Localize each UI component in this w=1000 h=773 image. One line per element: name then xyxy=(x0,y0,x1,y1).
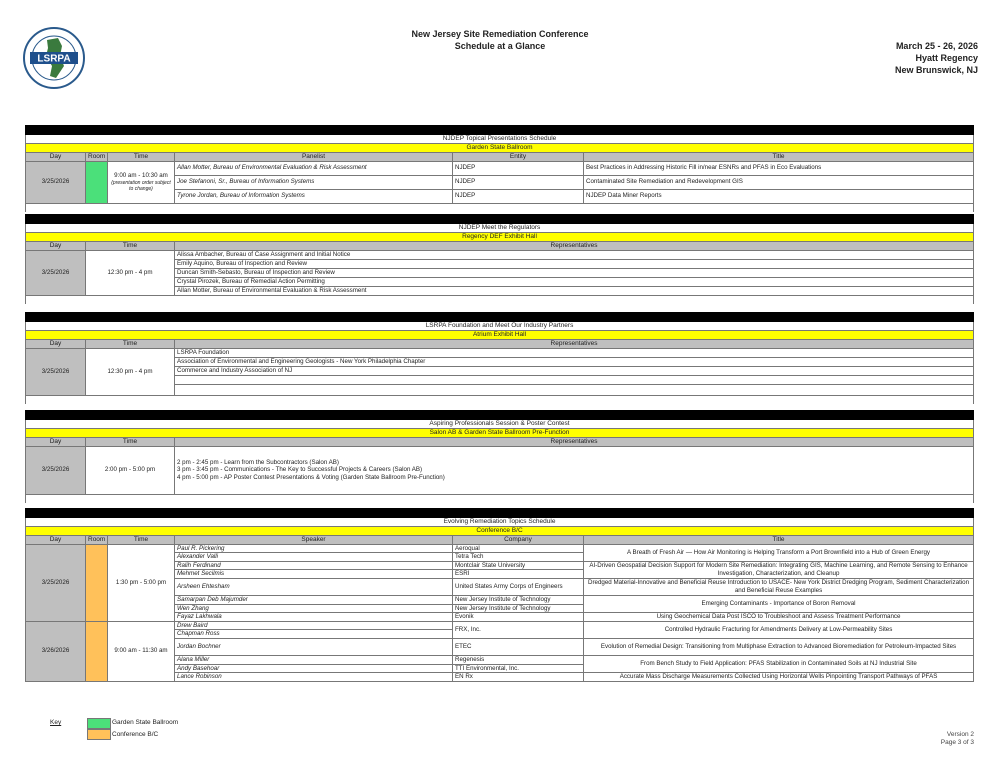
time-cell: 9:00 am - 11:30 am xyxy=(108,621,175,681)
talk-title: Using Geochemical Data Post ISCO to Troubleshoot and Assess Treatment Performance xyxy=(584,613,974,622)
talk-title: AI-Driven Geospatial Decision Support for Modern Site Remediation: Integrating GIS, Machine Learning, and Remote Sensing to Enhance Investigation, Characterization, and Cleanup xyxy=(584,561,974,578)
talk-title: Evolution of Remedial Design: Transitioning from Multiphase Extraction to Advanced Bioremediation for Petroleum-Impacted Sites xyxy=(584,638,974,655)
representative-empty xyxy=(175,384,974,395)
company: TTI Environmental, Inc. xyxy=(453,664,584,673)
company: ESRI xyxy=(453,570,584,579)
company: Regenesis xyxy=(453,655,584,664)
page-subtitle: Schedule at a Glance xyxy=(454,41,546,51)
col-header: Representatives xyxy=(175,438,974,447)
room-color-cell xyxy=(86,161,108,203)
panelist: Joe Stefanoni, Sr., Bureau of Information Systems xyxy=(175,175,453,189)
event-venue: Hyatt Regency xyxy=(915,53,978,63)
talk-title: Contaminated Site Remediation and Redevelopment GIS xyxy=(584,175,974,189)
page-number: Page 3 of 3 xyxy=(940,739,974,746)
time-cell: 12:30 pm - 4 pm xyxy=(86,348,175,395)
col-header: Title xyxy=(584,153,974,162)
col-header: Day xyxy=(26,536,86,545)
speaker: Paul R. Pickering xyxy=(175,544,453,553)
col-header: Day xyxy=(26,153,86,162)
room-color-cell xyxy=(86,544,108,621)
event-city: New Brunswick, NJ xyxy=(894,65,978,75)
section-room: Regency DEF Exhibit Hall xyxy=(26,233,974,242)
col-header: Speaker xyxy=(175,536,453,545)
key-orange-label: Conference B/C xyxy=(112,731,159,738)
company: FRX, Inc. xyxy=(453,621,584,638)
day-cell: 3/25/2026 xyxy=(26,446,86,494)
speaker: Andy Basehoar xyxy=(175,664,453,673)
section-title: LSRPA Foundation and Meet Our Industry Partners xyxy=(26,322,974,331)
panelist: Allan Motter, Bureau of Environmental Evaluation & Risk Assessment xyxy=(175,161,453,175)
event-dates: March 25 - 26, 2026 xyxy=(895,41,978,51)
speaker: Alana Miller xyxy=(175,655,453,664)
day-cell: 3/25/2026 xyxy=(26,161,86,203)
section-room: Salon AB & Garden State Ballroom Pre-Function xyxy=(26,429,974,438)
company: ETEC xyxy=(453,638,584,655)
speaker: Drew Baird xyxy=(175,621,453,630)
company: New Jersey Institute of Technology xyxy=(453,595,584,604)
version-label: Version 2 xyxy=(946,731,974,738)
speaker: Ralih Ferdinand xyxy=(175,561,453,570)
representative: Allan Motter, Bureau of Environmental Evaluation & Risk Assessment xyxy=(175,286,974,295)
section-title: NJDEP Meet the Regulators xyxy=(26,224,974,233)
speaker: Wen Zhang xyxy=(175,604,453,613)
room-color-cell xyxy=(86,621,108,681)
time-cell: 12:30 pm - 4 pm xyxy=(86,250,175,295)
col-header: Time xyxy=(86,340,175,349)
representative: Duncan Smith-Sebasto, Bureau of Inspection and Review xyxy=(175,268,974,277)
section-room: Garden State Ballroom xyxy=(26,144,974,153)
speaker: Alexander Valli xyxy=(175,553,453,562)
time-cell: 9:00 am - 10:30 am (presentation order subject to change) xyxy=(108,161,175,203)
representative xyxy=(175,375,974,384)
session-item: 2 pm - 2:45 pm - Learn from the Subcontractors (Salon AB) xyxy=(177,458,339,466)
talk-title: Emerging Contaminants - Importance of Boron Removal xyxy=(584,595,974,612)
talk-title: From Bench Study to Field Application: PFAS Stabilization in Contaminated Soils at NJ Industrial Site xyxy=(584,655,974,672)
key-green-label: Garden State Ballroom xyxy=(112,719,179,726)
time-cell: 2:00 pm - 5:00 pm xyxy=(86,446,175,494)
section-room: Conference B/C xyxy=(26,527,974,536)
speaker: Arsheen Ehtesham xyxy=(175,578,453,595)
company: Aeroqual xyxy=(453,544,584,553)
representative: LSRPA Foundation xyxy=(175,348,974,357)
representative: Association of Environmental and Engineering Geologists - New York Philadelphia Chapter xyxy=(175,357,974,366)
key-label: Key xyxy=(50,719,62,726)
speaker: Mehmet Secilmis xyxy=(175,570,453,579)
section-evolving-topics xyxy=(25,508,973,682)
day-cell: 3/26/2026 xyxy=(26,621,86,681)
section-industry-partners xyxy=(25,312,973,404)
col-header: Entity xyxy=(453,153,584,162)
key-swatch-orange xyxy=(87,729,111,740)
col-header: Time xyxy=(108,536,175,545)
representative: Crystal Pirozek, Bureau of Remedial Action Permitting xyxy=(175,277,974,286)
session-item: 4 pm - 5:00 pm - AP Poster Contest Presentations & Voting (Garden State Ballroom Pre-Function) xyxy=(177,473,445,481)
col-header: Time xyxy=(108,153,175,162)
section-meet-regulators xyxy=(25,214,973,304)
section-title: NJDEP Topical Presentations Schedule xyxy=(26,135,974,144)
col-header: Time xyxy=(86,438,175,447)
company: Tetra Tech xyxy=(453,553,584,562)
talk-title: Accurate Mass Discharge Measurements Collected Using Horizontal Wells Pinpointing Transport Pathways of PFAS xyxy=(584,673,974,682)
section-title: Evolving Remediation Topics Schedule xyxy=(26,518,974,527)
company: EN Rx xyxy=(453,673,584,682)
col-header: Representatives xyxy=(175,242,974,251)
col-header: Day xyxy=(26,340,86,349)
speaker: Jordan Bochner xyxy=(175,638,453,655)
col-header: Room xyxy=(86,153,108,162)
section-title: Aspiring Professionals Session & Poster Contest xyxy=(26,420,974,429)
col-header: Day xyxy=(26,438,86,447)
key-swatch-green xyxy=(87,718,111,729)
talk-title: Controlled Hydraulic Fracturing for Amendments Delivery at Low-Permeability Sites xyxy=(584,621,974,638)
company: United States Army Corps of Engineers xyxy=(453,578,584,595)
talk-title: Dredged Material-Innovative and Beneficial Reuse Introduction to USACE- New York District Dredging Program, Sediment Characterization and Beneficial Reuse Examples xyxy=(584,578,974,595)
col-header: Company xyxy=(453,536,584,545)
speaker: Lance Robinson xyxy=(175,673,453,682)
panelist: Tyrone Jordan, Bureau of Information Systems xyxy=(175,189,453,203)
company: Evonik xyxy=(453,613,584,622)
section-aspiring-professionals xyxy=(25,410,973,503)
representative: Alissa Ambacher, Bureau of Case Assignment and Initial Notice xyxy=(175,250,974,259)
day-cell: 3/25/2026 xyxy=(26,544,86,621)
entity: NJDEP xyxy=(453,189,584,203)
logo-text: LSRPA xyxy=(37,53,71,65)
speaker: Chapman Ross xyxy=(175,630,453,639)
col-header: Representatives xyxy=(175,340,974,349)
speaker: Fayaz Lakhwala xyxy=(175,613,453,622)
col-header: Panelist xyxy=(175,153,453,162)
talk-title: Best Practices in Addressing Historic Fill in/near ESNRs and PFAS in Eco Evaluations xyxy=(584,161,974,175)
entity: NJDEP xyxy=(453,175,584,189)
talk-title: NJDEP Data Miner Reports xyxy=(584,189,974,203)
speaker: Samarpan Deb Majumder xyxy=(175,595,453,604)
company: Montclair State University xyxy=(453,561,584,570)
col-header: Time xyxy=(86,242,175,251)
col-header: Title xyxy=(584,536,974,545)
col-header: Day xyxy=(26,242,86,251)
representative: Commerce and Industry Association of NJ xyxy=(175,366,974,375)
footer xyxy=(941,731,974,747)
day-cell: 3/25/2026 xyxy=(26,250,86,295)
col-header: Room xyxy=(86,536,108,545)
section-njdep-topical xyxy=(25,125,973,212)
representative: Emily Aquino, Bureau of Inspection and Review xyxy=(175,259,974,268)
session-list xyxy=(175,446,974,494)
company: New Jersey Institute of Technology xyxy=(453,604,584,613)
section-room: Atrium Exhibit Hall xyxy=(26,331,974,340)
entity: NJDEP xyxy=(453,161,584,175)
talk-title: A Breath of Fresh Air — How Air Monitoring is Helping Transform a Port Brownfield into a Hub of Green Energy xyxy=(584,544,974,561)
session-item: 3 pm - 3:45 pm - Communications - The Key to Successful Projects & Careers (Salon AB) xyxy=(177,466,423,474)
day-cell: 3/25/2026 xyxy=(26,348,86,395)
page-title: New Jersey Site Remediation Conference xyxy=(411,29,589,39)
time-cell: 1:30 pm - 5:00 pm xyxy=(108,544,175,621)
